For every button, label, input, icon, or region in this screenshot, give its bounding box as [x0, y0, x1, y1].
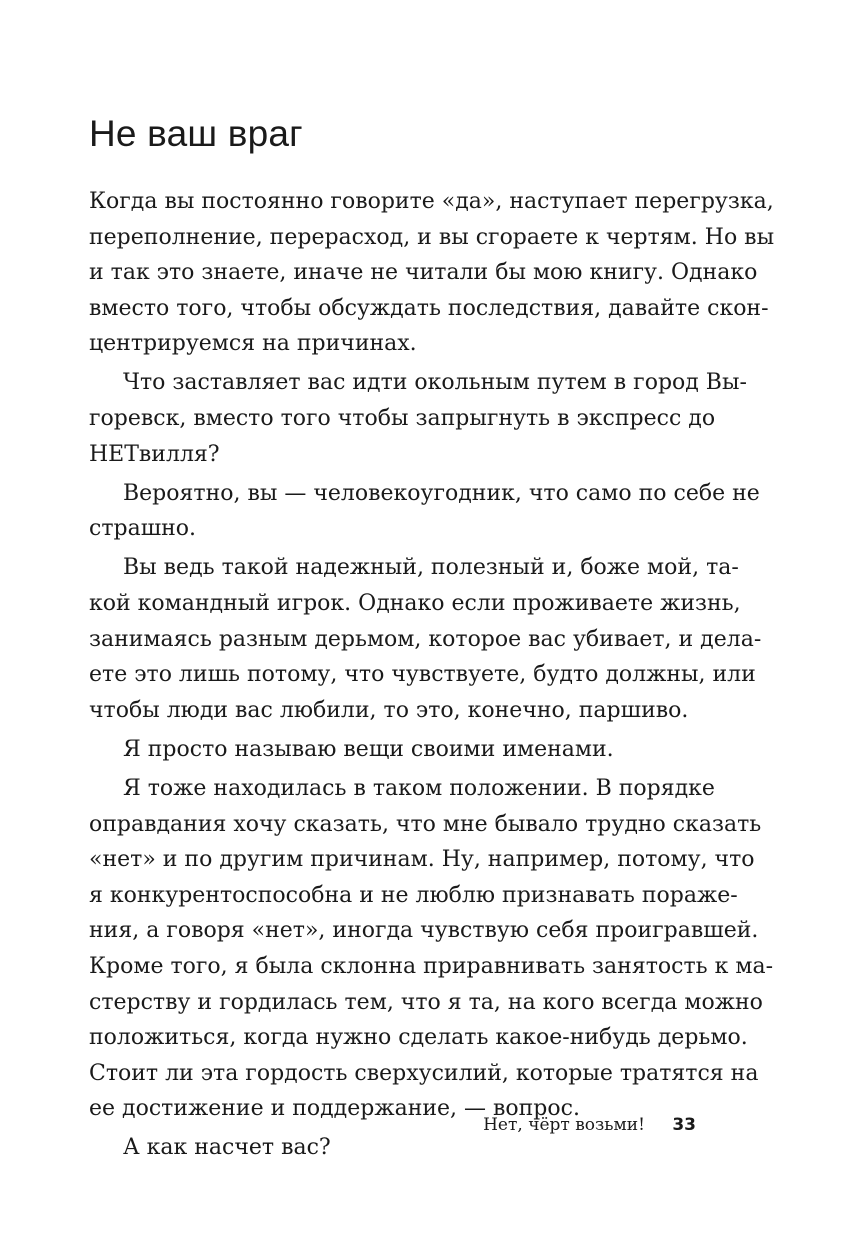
paragraph: [89, 771, 773, 1127]
text-line: НЕТвилля?: [89, 441, 220, 467]
text-line: кой командный игрок. Однако если проживаете жизнь,: [89, 591, 741, 617]
paragraph: [89, 550, 762, 728]
paragraph: [89, 184, 775, 362]
running-footer: [483, 1110, 696, 1140]
text-line: Стоит ли эта гордость сверхусилий, которые тратятся на: [89, 1060, 759, 1086]
text-line: горевск, вместо того чтобы запрыгнуть в экспресс до: [89, 406, 716, 432]
text-line: Я тоже находилась в таком положении. В порядке: [123, 776, 715, 801]
text-line: «нет» и по другим причинам. Ну, например, потому, что: [89, 847, 755, 873]
text-line: чтобы люди вас любили, то это, конечно, паршиво.: [89, 697, 689, 723]
text-line: Вы ведь такой надежный, полезный и, боже мой, та-: [123, 555, 739, 581]
text-line: оправдания хочу сказать, что мне бывало трудно сказать: [89, 811, 762, 837]
text-line: Я просто называю вещи своими именами.: [123, 736, 614, 762]
text-line: ния, а говоря «нет», иногда чувствую себя проигравшей.: [89, 918, 759, 944]
running-title: Нет, чёрт возьми!: [483, 1115, 645, 1135]
text-line: Когда вы постоянно говорите «да», наступает перегрузка,: [89, 189, 774, 214]
text-line: занимаясь разным дерьмом, которое вас убивает, и дела-: [89, 626, 762, 652]
text-line: Что заставляет вас идти окольным путем в город Вы-: [123, 370, 747, 396]
paragraph: [89, 365, 747, 472]
text-line: переполнение, перерасход, и вы сгораете к чертям. Но вы: [89, 224, 775, 250]
text-line: я конкурентоспособна и не люблю признавать пораже-: [89, 882, 738, 908]
text-line: ете это лишь потому, что чувствуете, будто должны, или: [89, 662, 756, 688]
page-number: 33: [672, 1115, 696, 1135]
body-text: [89, 184, 775, 1166]
text-line: стерству и гордилась тем, что я та, на кого всегда можно: [89, 989, 763, 1015]
text-line: А как насчет вас?: [123, 1135, 331, 1161]
text-line: положиться, когда нужно сделать какое-нибудь дерьмо.: [89, 1025, 748, 1051]
paragraph: [89, 732, 699, 768]
text-line: центрируемся на причинах.: [89, 331, 417, 357]
text-line: Кроме того, я была склонна приравнивать занятость к ма-: [89, 953, 773, 979]
text-line: вместо того, чтобы обсуждать последствия, давайте скон-: [89, 295, 769, 321]
text-line: Вероятно, вы — человекоугодник, что само по себе не: [123, 480, 760, 506]
text-line: и так это знаете, иначе не читали бы мою книгу. Однако: [89, 260, 758, 286]
text-line: ее достижение и поддержание, — вопрос.: [89, 1096, 580, 1122]
text-line: страшно.: [89, 516, 197, 542]
paragraph: [89, 476, 760, 547]
chapter-heading: Не ваш враг: [89, 113, 303, 154]
